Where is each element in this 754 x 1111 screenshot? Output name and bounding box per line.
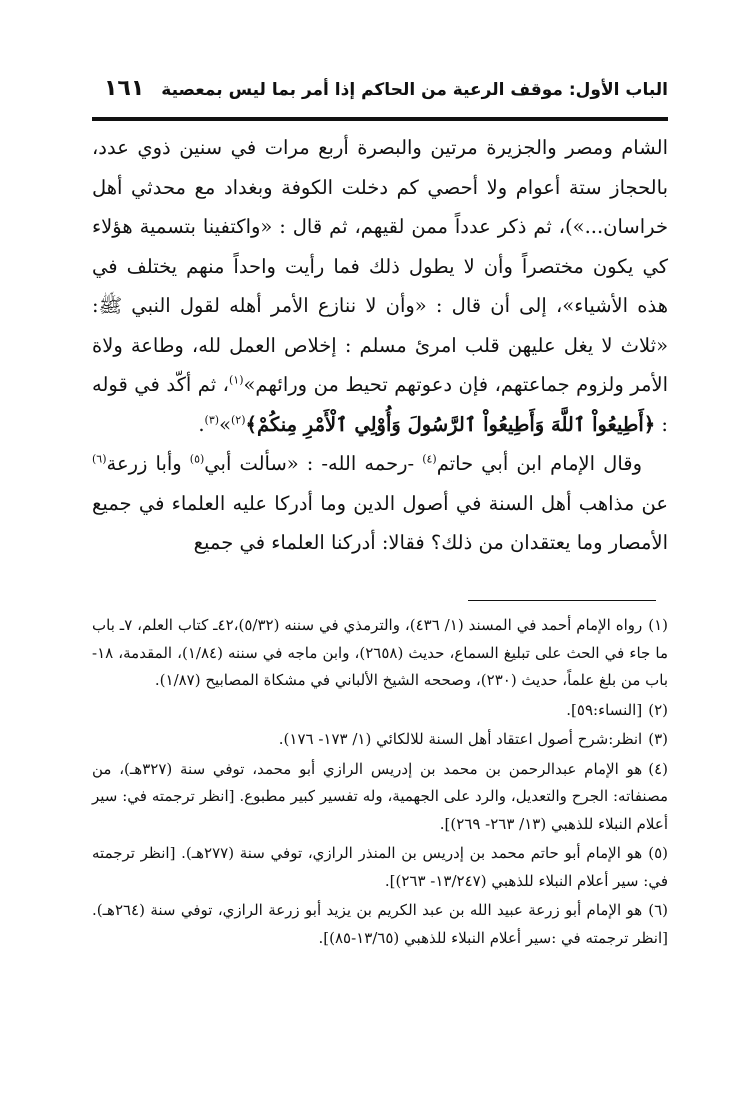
footnote-text: [النساء:٥٩].	[566, 700, 643, 719]
footnote-number: (٦)	[648, 901, 668, 919]
quran-verse: ﴿أَطِيعُواْ ٱللَّهَ وَأَطِيعُواْ ٱلرَّسُولَ وَأُوْلِي ٱلْأَمْرِ مِنكُمْ﴾	[245, 412, 656, 436]
paragraph-1: الشام ومصر والجزيرة مرتين والبصرة أربع مرات في سنين ذوي عدد، بالحجاز ستة أعوام ولا أحصي كم دخلت الكوفة وبغداد مع محدثي أهل خراسان...»)، ثم ذكر عدداً ممن لقيهم، ثم قال : «واكتفينا بتسمية هؤلاء كي يكون مختصراً وأن لا يطول ذلك فما رأيت واحداً منهم يختلف في هذه الأشياء»، إلى أن قال : «وأن لا ننازع الأمر أهله لقول النبي ﷺ: «ثلاث لا يغل عليهن قلب امرئ مسلم : إخلاص العمل لله، وطاعة ولاة الأمر ولزوم جماعتهم، فإن دعوتهم تحيط من ورائهم»$^{(١)}$، ثم أكّد في قوله : ﴿أَطِيعُواْ ٱللَّهَ وَأَطِيعُواْ ٱلرَّسُولَ وَأُوْلِي ٱلْأَمْرِ مِنكُمْ﴾$^{(٢)}$»$^{(٣)}$.	[92, 136, 668, 436]
footnote-ref-2: (٢)	[231, 413, 246, 426]
footnote-separator	[468, 600, 656, 601]
footnotes	[92, 612, 668, 954]
footnote-number: (٢)	[648, 700, 668, 719]
header-rule	[92, 117, 668, 121]
footnote-text: انظر:شرح أصول اعتقاد أهل السنة للالكائي (١/ ١٧٣- ١٧٦).	[278, 730, 643, 748]
footnote	[92, 840, 668, 895]
footnote-text: رواه الإمام أحمد في المسند (١/ ٤٣٦)، والترمذي في سننه (٥/٣٢)،٤٢ـ كتاب العلم، ٧ـ باب ما جاء في الحث على تبليغ السماع، حديث (٢٦٥٨)، وابن ماجه في سننه (١/٨٤)، المقدمة، ١٨- باب من بلغ علماً، حديث (٢٣٠)، وصححه الشيخ الألباني في مشكاة المصابيح (١/٨٧).	[92, 616, 668, 689]
main-text	[92, 128, 668, 563]
footnote-text: هو الإمام أبو زرعة عبيد الله بن عبد الكريم بن يزيد أبو زرعة الرازي، توفي سنة (٢٦٤هـ).[انظر ترجمته في :سير أعلام النبلاء للذهبي (١٣/٦٥-٨٥)].	[92, 901, 668, 947]
footnote-number: (١)	[648, 616, 669, 634]
footnote-ref-4: (٤)	[422, 452, 437, 466]
paragraph-2: وقال الإمام ابن أبي حاتم$^{(٤)}$ -رحمه الله- : «سألت أبي$^{(٥)}$ وأبا زرعة$^{(٦)}$ عن مذاهب أهل السنة في أصول الدين وما أدركا عليه العلماء في جميع الأمصار وما يعتقدان من ذلك؟ فقالا: أدركنا العلماء في جميع	[92, 452, 668, 554]
footnote-ref-5: (٥)	[189, 452, 205, 466]
footnote-ref-1: (١)	[228, 373, 244, 387]
footnote	[92, 897, 668, 952]
footnote-text: هو الإمام عبدالرحمن بن محمد بن إدريس الرازي أبو محمد، توفي سنة (٣٢٧هـ)، من مصنفاته: الجرح والتعديل، والرد على الجهمية، وله تفسير كبير مطبوع. [انظر ترجمته في: سير أعلام النبلاء للذهبي (١٣/ ٢٦٣- ٢٦٩)].	[92, 759, 668, 833]
page-header	[90, 74, 668, 112]
footnote-ref-6: (٦)	[92, 452, 107, 466]
footnote-text: هو الإمام أبو حاتم محمد بن إدريس بن المنذر الرازي، توفي سنة (٢٧٧هـ). [انظر ترجمته في: سير أعلام النبلاء للذهبي (١٣/٢٤٧- ٢٦٣)].	[92, 844, 668, 890]
footnote-number: (٣)	[648, 730, 668, 748]
footnote-number: (٥)	[648, 844, 668, 862]
footnote-number: (٤)	[648, 759, 668, 778]
footnote	[92, 756, 668, 839]
footnote-ref-3: (٣)	[204, 413, 220, 426]
footnote	[92, 726, 668, 754]
footnote	[92, 697, 668, 725]
chapter-title: الباب الأول: موقف الرعية من الحاكم إذا أمر بما ليس بمعصية	[161, 80, 668, 100]
footnote	[92, 612, 668, 695]
page-number: ١٦١	[104, 76, 145, 101]
